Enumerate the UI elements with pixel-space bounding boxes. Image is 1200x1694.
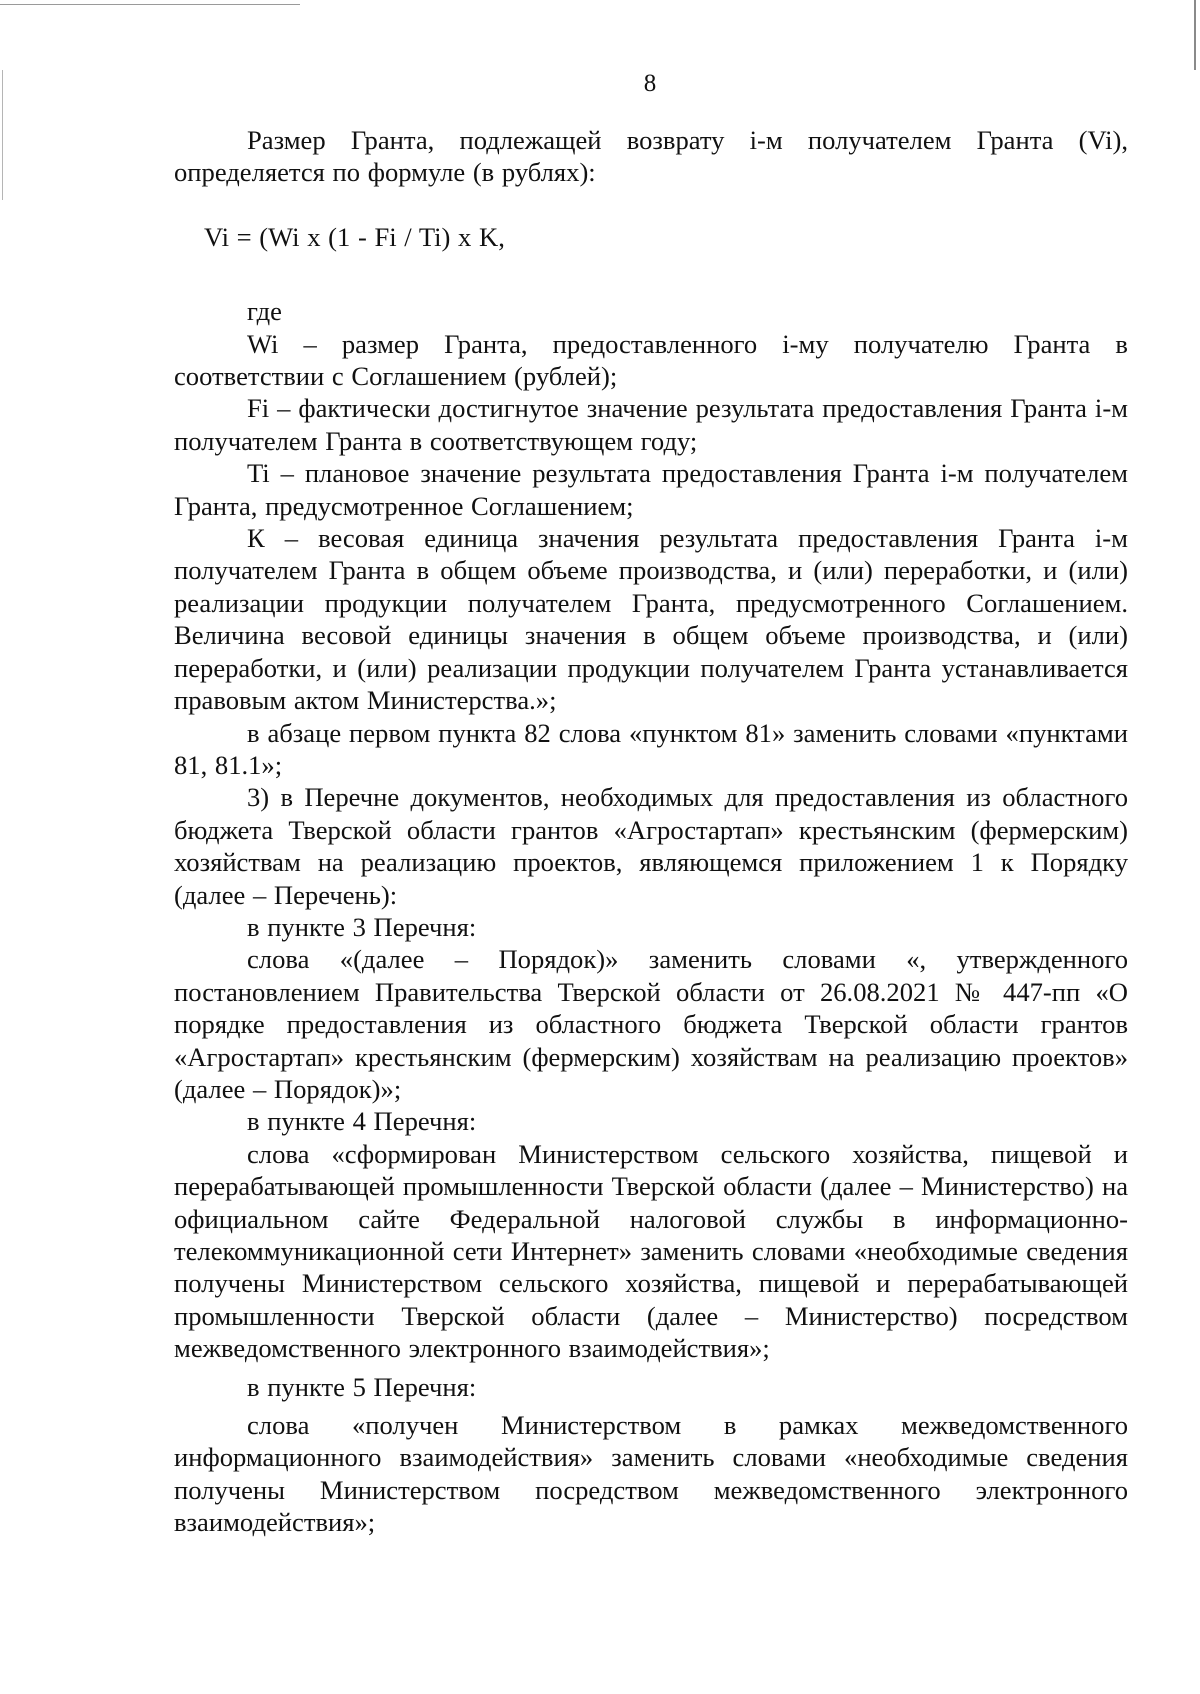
paragraph-item-82: в абзаце первом пункта 82 слова «пунктом 81» заменить словами «пунктами 81, 81.1»;	[174, 717, 1128, 780]
paragraph-grant-return-size: Размер Гранта, подлежащей возврату i-м получателем Гранта (Vi), определяется по формуле (в рублях):	[174, 125, 1128, 188]
paragraph-list-item-3-heading: в пункте 3 Перечня:	[247, 911, 477, 942]
formula: Vi = (Wi x (1 - Fi / Ti) x K,	[204, 221, 505, 252]
paragraph-list-item-4-text: слова «сформирован Министерством сельского хозяйства, пищевой и перерабатывающей промышленности Тверской области (далее – Министерство) на официальном сайте Федеральной налоговой службы в информационно-телекоммуникационной сети Интернет» заменить словами «необходимые сведения получены Министерством сельского хозяйства, пищевой и перерабатывающей промышленности Тверской области (далее – Министерство) посредством межведомственного электронного взаимодействия»;	[174, 1138, 1128, 1364]
paragraph-list-item-4-heading: в пункте 4 Перечня:	[247, 1106, 477, 1137]
paragraph-where: где	[247, 296, 282, 327]
scan-edge-right	[1194, 0, 1196, 70]
paragraph-list-item-3-text: слова «(далее – Порядок)» заменить словами «, утвержденного постановлением Правительства Тверской области от 26.08.2021 № 447-пп «О порядке предоставления из областного бюджета Тверской области грантов «Агростартап» крестьянским (фермерским) хозяйствам на реализацию проектов» (далее – Порядок)»;	[174, 944, 1128, 1104]
document-body	[174, 124, 1128, 1539]
scan-edge-top	[0, 4, 300, 5]
page-number: 8	[643, 70, 657, 97]
paragraph-fi-definition: Fi – фактически достигнутое значение результата предоставления Гранта i-м получателем Гранта в соответствующем году;	[174, 393, 1128, 456]
paragraph-ti-definition: Ti – плановое значение результата предоставления Гранта i-м получателем Гранта, предусмотренное Соглашением;	[174, 458, 1128, 521]
paragraph-list-of-documents: 3) в Перечне документов, необходимых для предоставления из областного бюджета Тверской области грантов «Агростартап» крестьянским (фермерским) хозяйствам на реализацию проектов, являющемся приложением 1 к Порядку (далее – Перечень):	[174, 782, 1128, 910]
paragraph-wi-definition: Wi – размер Гранта, предоставленного i-му получателю Гранта в соответствии с Соглашением (рублей);	[174, 328, 1128, 392]
paragraph-list-item-5-text: слова «получен Министерством в рамках межведомственного информационного взаимодействия» заменить словами «необходимые сведения получены Министерством посредством межведомственного электронного взаимодействия»;	[174, 1410, 1128, 1538]
paragraph-k-definition: К – весовая единица значения результата предоставления Гранта i-м получателем Гранта в общем объеме производства, и (или) переработки, и (или) реализации продукции получателем Гранта, предусмотренного Соглашением. Величина весовой единицы значения в общем объеме производства, и (или) переработки, и (или) реализации продукции получателем Гранта устанавливается правовым актом Министерства.»;	[174, 523, 1128, 716]
paragraph-list-item-5-heading: в пункте 5 Перечня:	[247, 1371, 477, 1402]
